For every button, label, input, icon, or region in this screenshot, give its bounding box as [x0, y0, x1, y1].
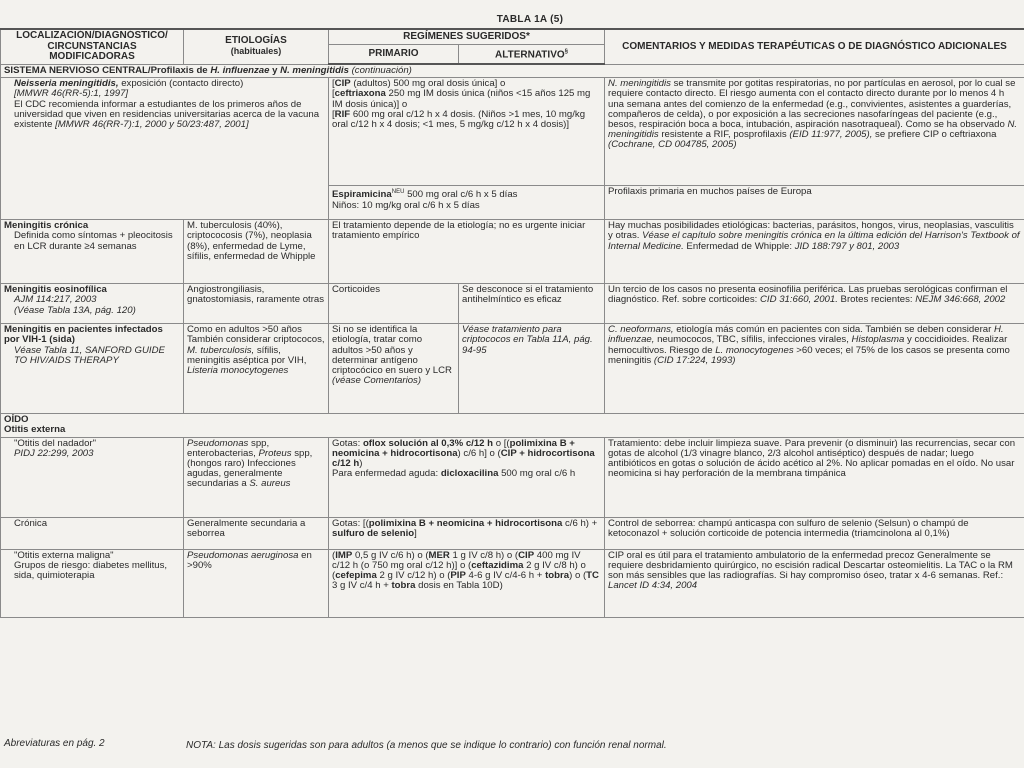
- cell-maligna-comment: [605, 549, 1024, 617]
- nadador-etiol-d: spp, (hongos raro) Infecciones agudas, generalmente secundarias a: [187, 447, 313, 490]
- neisseria-dx-exposure: exposición (contacto directo): [121, 78, 244, 90]
- eosinofilica-comment-d: NEJM 346:668, 2002: [915, 294, 1006, 306]
- cronica-oido-p4: sulfuro de selenio: [332, 527, 415, 539]
- cell-neisseria-comment: [605, 78, 1024, 186]
- espiramicina-mark: NEU: [391, 189, 405, 196]
- dose-ceftriaxona: 250 mg IM dosis única (niños <15 años 125 mg IM dosis única)] o: [332, 88, 591, 110]
- section-oido-title: [1, 414, 1024, 437]
- cell-eosinofilica-etiology: Angiostrongiliasis, gnatostomiasis, raramente otras: [184, 284, 329, 324]
- nadador-p3: o [(: [495, 437, 510, 449]
- nadador-p8: Para enfermedad aguda:: [332, 468, 439, 480]
- cell-cronica-dx: [1, 220, 184, 284]
- cronica-oido-p3: c/6 h) +: [564, 517, 598, 529]
- cell-maligna-regimen: (IMP 0,5 g IV c/6 h) o (MER 1 g IV c/8 h) o (CIP 400 mg IV c/12 h (o 750 mg oral c/12 h)] o (ceftazidima 2 g IV c/8 h) o (cefepima 2 g IV c/12 h) o (PIP 4-6 g IV c/4-6 h + tobra) o (TC 3 g IV c/4 h + tobra dosis en Tabla 10D): [329, 549, 605, 617]
- footer-abbreviations: Abreviaturas en pág. 2: [4, 738, 105, 749]
- maligna-etiol-a: Pseudomonas aeruginosa: [187, 549, 299, 561]
- cell-cronica-etiology: M. tuberculosis (40%), criptococosis (7%), neoplasia (8%), enfermedad de Lyme, sífilis, enfermedad de Whipple: [184, 220, 329, 284]
- section-oido-row: [1, 414, 1024, 437]
- eosinofilica-comment-a: Un tercio de los casos no presenta eosinofilia periférica. Las pruebas serológicas confirman el diagnóstico. Ref. sobre corticoides:: [608, 284, 1008, 306]
- table-row-meningitis-eosinofilica: [1, 284, 1024, 324]
- cell-vih-etiology: [184, 324, 329, 414]
- nadador-p2: oflox solución al 0,3% c/12 h: [362, 437, 494, 449]
- cell-nadador-comment: Tratamiento: debe incluir limpieza suave. Para prevenir (o disminuir) las recurrencias, secar con gotas de alcohol (1/3 vinagre blanco, 2/3 alcohol antiséptico) después de nadar; luego antibióticos en gotas o solución de ácido acético al 2%. No aplicar pomadas en el oído. No usar neomicina si hay perforación de la membrana timpánica: [605, 437, 1024, 517]
- maligna-d9: tobra: [391, 580, 416, 592]
- table-row-otitis-cronica: [1, 517, 1024, 549]
- vih-comment-g: L. monocytogenes: [715, 344, 794, 356]
- header-etiology-sub: (habituales): [230, 46, 282, 57]
- maligna-t2: 1 g IV c/8 h) o (: [452, 549, 519, 561]
- vih-comment-h: >60 veces; el 75% de los casos se presenta como meningitis: [608, 344, 1010, 366]
- cell-vih-primary: [329, 324, 459, 414]
- header-location: LOCALIZACIÓN/DIAGNÓSTICO/ CIRCUNSTANCIAS MODIFICADORAS: [1, 29, 184, 64]
- cell-cronica-oido-dx: [1, 517, 184, 549]
- cronica-oido-p1: Gotas: [(: [332, 517, 369, 529]
- nadador-ref: PIDJ 22:299, 2003: [14, 447, 94, 459]
- vih-etiol-b: M. tuberculosis,: [187, 344, 255, 356]
- maligna-t7: ) o (: [569, 570, 587, 582]
- nadador-p4: polimixina B + neomicina + hidrocortisona: [332, 437, 575, 459]
- cell-nadador-etiology: [184, 437, 329, 517]
- header-alternative: [459, 45, 605, 64]
- cell-cronica-oido-etiology: Generalmente secundaria a seborrea: [184, 517, 329, 549]
- nadador-etiol-c: Proteus: [258, 447, 292, 459]
- maligna-etiol-b: en >90%: [187, 549, 312, 571]
- neisseria-ref: [MMWR 46(RR-5):1, 1997]: [14, 88, 129, 100]
- cronica-oido-p2: polimixina B + neomicina + hidrocortisona: [368, 517, 563, 529]
- cell-maligna-etiology: [184, 549, 329, 617]
- nadador-dx: "Otitis del nadador": [14, 437, 97, 449]
- maligna-risk: Grupos de riesgo: diabetes mellitus, sida, quimioterapia: [14, 559, 168, 582]
- maligna-d6: PIP: [450, 570, 466, 582]
- nadador-acute: [332, 469, 601, 479]
- drug-rif: RIF: [334, 108, 351, 120]
- vih-comment-i: (CID 17:224, 1993): [653, 354, 736, 366]
- maligna-t1: 0,5 g IV c/6 h) o (: [354, 549, 429, 561]
- neisseria-dx-name: Neisseria meningitidis,: [14, 78, 119, 90]
- regimen-ceftriaxona: [ceftriaxona 250 mg IM dosis única (niños <15 años 125 mg IM dosis única)] o: [332, 88, 591, 110]
- regimen-espiramicina: [332, 187, 601, 200]
- cell-nadador-regimen: [329, 437, 605, 517]
- eosinofilica-ref: AJM 114:217, 2003: [14, 294, 97, 306]
- drug-ceftriaxona: ceftriaxona: [334, 88, 386, 100]
- section-snc-row: [1, 64, 1024, 78]
- cell-neisseria-dx: [1, 78, 329, 220]
- maligna-t5: 2 g IV c/12 h) o (: [379, 570, 451, 582]
- neisseria-ref2: [MMWR 46(RR-7):1, 2000 y 50/23:487, 2001]: [55, 119, 249, 131]
- maligna-d2: MER: [428, 549, 450, 561]
- eosinofilica-comment-c: Brotes recientes:: [840, 294, 913, 306]
- vih-primary-b: (véase Comentarios): [332, 375, 422, 387]
- section-snc-a: SISTEMA NERVIOSO CENTRAL/Profilaxis de: [4, 65, 208, 76]
- maligna-t4: 2 g IV c/8 h) o (: [332, 559, 586, 582]
- cronica-comment-c: Enfermedad de Whipple:: [686, 240, 793, 252]
- table-row-meningitis-cronica: [1, 220, 1024, 284]
- vih-etiol-c: sífilis, meningitis aséptica por VIH,: [187, 344, 307, 366]
- maligna-t9: dosis en Tabla 10D): [418, 580, 503, 592]
- vih-comment-f: y coccidioides. Realizar hemocultivos. Riesgo de: [608, 334, 1008, 356]
- drug-espiramicina: Espiramicina: [332, 189, 392, 201]
- vih-etiol-a: Como en adultos >50 años También considerar criptococos,: [187, 324, 325, 346]
- header-alternative-label: ALTERNATIVO: [495, 49, 565, 61]
- cell-neisseria-regimen: [329, 78, 605, 186]
- vih-comment-b: etiología más común en pacientes con sida. También se deben considerar: [676, 324, 992, 336]
- maligna-comment-b: Lancet ID 4:34, 2004: [608, 580, 698, 592]
- nadador-etiol-a: Pseudomonas: [187, 437, 249, 449]
- cell-espiramicina-comment: Profilaxis primaria en muchos países de Europa: [605, 186, 1024, 220]
- eosinofilica-dx: Meningitis eosinofílica: [4, 284, 107, 296]
- eosinofilica-ref2: (Véase Tabla 13A, pág. 120): [14, 304, 136, 316]
- section-snc-continuation: (continuación): [351, 65, 412, 76]
- maligna-comment-a: CIP oral es útil para el tratamiento ambulatorio de la enfermedad precoz Generalmente se requiere desbridamiento quirúrgico, no escisión radical Descartar osteomielitis. La TAC o la RM son más sensibles que las radiografías. Si hay compromiso óseo, tratar x 4-6 semanas. Ref.:: [608, 549, 1013, 582]
- regimen-rif: [RIF 600 mg oral c/12 h x 4 dosis. (Niños >1 mes, 10 mg/kg oral c/12 h x 4 dosis; <1 mes, 5 mg/kg c/12 h x 4 dosis)]: [332, 108, 586, 131]
- neisseria-body: [4, 100, 325, 131]
- maligna-d5: cefepima: [335, 570, 377, 582]
- header-etiology: [184, 29, 329, 64]
- section-snc-b: H. influenzae: [210, 65, 270, 76]
- cell-eosinofilica-dx: [1, 284, 184, 324]
- nadador-p7: ): [359, 458, 363, 470]
- table-row-meningitis-vih: [1, 324, 1024, 414]
- maligna-t8: 3 g IV c/4 h +: [332, 580, 389, 592]
- neisseria-body-text: El CDC recomienda informar a estudiantes de los primeros años de universidad que viven en residencias universitarias acerca de la vacuna existente: [14, 98, 320, 131]
- vih-ref: Véase Tabla 11, SANFORD GUIDE TO HIV/AIDS THERAPY: [14, 344, 165, 366]
- dose-rif: 600 mg oral c/12 h x 4 dosis. (Niños >1 mes, 10 mg/kg oral c/12 h x 4 dosis; <1 mes, 5 mg/kg c/12 h x 4 dosis)]: [332, 108, 586, 131]
- cell-maligna-dx: [1, 549, 184, 617]
- maligna-t3: 400 mg IV c/12 h (o 750 mg oral c/12 h)] o (: [332, 549, 581, 571]
- section-snc-c: y: [272, 65, 278, 76]
- header-regimens: REGÍMENES SUGERIDOS*: [329, 29, 605, 45]
- section-snc-title: [1, 64, 1024, 78]
- cell-nadador-dx: [1, 437, 184, 517]
- vih-comment-a: C. neoformans,: [608, 324, 674, 336]
- vih-dx: Meningitis en pacientes infectados por VIH-1 (sida): [4, 324, 163, 346]
- neisseria-comment-f: se prefiere CIP o ceftriaxona: [875, 129, 997, 141]
- maligna-d8: TC: [586, 570, 599, 582]
- nadador-etiol-e: S. aureus: [249, 478, 291, 490]
- nadador-p6: CIP + hidrocortisona c/12 h: [332, 447, 595, 470]
- vih-primary-a: Si no se identifica la etiología, tratar como adultos >50 años y determinar antígeno criptocócico en suero y LCR: [332, 324, 452, 377]
- nadador-p10: 500 mg oral c/6 h: [501, 468, 576, 480]
- section-otitis-externa: Otitis externa: [4, 424, 66, 436]
- cell-vih-alternative: Véase tratamiento para criptococos en Tabla 11A, pág. 94-95: [459, 324, 605, 414]
- cell-cronica-comment: [605, 220, 1024, 284]
- eosinofilica-comment-b: CID 31:660, 2001.: [760, 294, 838, 306]
- maligna-d4: ceftazidima: [471, 559, 524, 571]
- cell-eosinofilica-primary: Corticoides: [329, 284, 459, 324]
- vih-comment-c: H. influenzae,: [608, 324, 1004, 346]
- cronica-definition: Definida como síntomas + pleocitosis en LCR durante ≥4 semanas: [14, 230, 173, 252]
- dose-espiramicina-kids: Niños: 10 mg/kg oral c/6 h x 5 días: [332, 199, 480, 211]
- cronica-oido-dx: Crónica: [14, 517, 48, 529]
- neisseria-comment-b: se transmite por gotitas respiratorias, no por partículas en aerosol, por lo cual se requiere contacto directo. El riesgo aumenta con el contacto directo durante por lo menos 4 h una semana antes del comienzo de la enfermedad (e.g., convivientes, asistentes a guarderías, compañeros de celda), o por exposición a las secreciones nasofaríngeas del paciente (e.g., besos, respiración boca a boca, intubación, aspiración nasotraqueal). Como se ha observado: [608, 78, 1016, 131]
- header-row: [1, 29, 1024, 45]
- vih-etiol-d: Listeria monocytogenes: [187, 365, 289, 377]
- nadador-p5: ) c/6 h] o (: [457, 447, 501, 459]
- maligna-t6: 4-6 g IV c/4-6 h +: [468, 570, 543, 582]
- maligna-d1: IMP: [335, 549, 353, 561]
- table-row-otitis-nadador: [1, 437, 1024, 517]
- vih-comment-d: neumococos, TBC, sífilis, infecciones virales,: [657, 334, 849, 346]
- cell-cronica-primary: El tratamiento depende de la etiología; no es urgente iniciar tratamiento empírico: [329, 220, 605, 284]
- cell-espiramicina: [329, 186, 605, 220]
- section-oido-label: OÍDO: [4, 414, 29, 426]
- header-alternative-mark: §: [564, 49, 568, 56]
- cronica-oido-p5: ]: [414, 527, 417, 539]
- neisseria-comment-d: resistente a RIF, posprofilaxis: [661, 129, 787, 141]
- cell-eosinofilica-alternative: Se desconoce si el tratamiento antihelmíntico es eficaz: [459, 284, 605, 324]
- drug-cip: CIP: [334, 78, 351, 90]
- nadador-etiol-b: spp, enterobacterias,: [187, 437, 270, 459]
- footer-note: NOTA: Las dosis sugeridas son para adultos (a menos que se indique lo contrario) con función renal normal.: [186, 740, 667, 751]
- cell-cronica-oido-comment: Control de seborrea: champú anticaspa con sulfuro de selenio (Selsun) o champú de ketoconazol + solución corticoide de potencia intermedia (triamcinolona al 0,1%): [605, 517, 1024, 549]
- maligna-d7: tobra: [545, 570, 570, 582]
- maligna-dx: "Otitis externa maligna": [14, 549, 114, 561]
- vih-comment-e: Histoplasma: [851, 334, 905, 346]
- therapy-table: [0, 28, 1024, 618]
- header-etiology-title: ETIOLOGÍAS: [225, 34, 287, 46]
- table-row-otitis-maligna: [1, 549, 1024, 617]
- cronica-dx: Meningitis crónica: [4, 220, 89, 232]
- table-title: TABLA 1A (5): [496, 14, 564, 25]
- maligna-d3: CIP: [518, 549, 535, 561]
- neisseria-comment-c: N. meningitidis: [608, 119, 1018, 141]
- dose-espiramicina: 500 mg oral c/6 h x 5 días: [407, 189, 518, 201]
- dose-cip: (adultos) 500 mg oral dosis única] o: [353, 78, 506, 90]
- nadador-p1: Gotas:: [332, 437, 361, 449]
- header-comments: COMENTARIOS Y MEDIDAS TERAPÉUTICAS O DE DIAGNÓSTICO ADICIONALES: [605, 29, 1024, 64]
- neisseria-comment-e: (EID 11:977, 2005),: [789, 129, 873, 141]
- header-primary: PRIMARIO: [329, 45, 459, 64]
- cell-cronica-oido-regimen: [329, 517, 605, 549]
- regimen-cip: [CIP (adultos) 500 mg oral dosis única] o: [332, 78, 506, 90]
- cronica-comment-a: Hay muchas posibilidades etiológicas: bacterias, parásitos, hongos, virus, neoplasias, vasculitis y otras.: [608, 220, 1014, 242]
- cronica-comment-d: JID 188:797 y 801, 2003: [794, 240, 900, 252]
- section-snc-d: N. meningitidis: [280, 65, 349, 76]
- cell-vih-comment: [605, 324, 1024, 414]
- neisseria-comment-a: N. meningitidis: [608, 78, 671, 90]
- nadador-p9: dicloxacilina: [440, 468, 499, 480]
- cronica-comment-b: Véase el capítulo sobre meningitis crónica en la última edición del Harrison's Textbook of Internal Medicine.: [608, 230, 1020, 252]
- table-row-neisseria: [1, 78, 1024, 186]
- neisseria-comment-g: (Cochrane, CD 004785, 2005): [608, 139, 737, 151]
- cell-eosinofilica-comment: [605, 284, 1024, 324]
- cell-vih-dx: [1, 324, 184, 414]
